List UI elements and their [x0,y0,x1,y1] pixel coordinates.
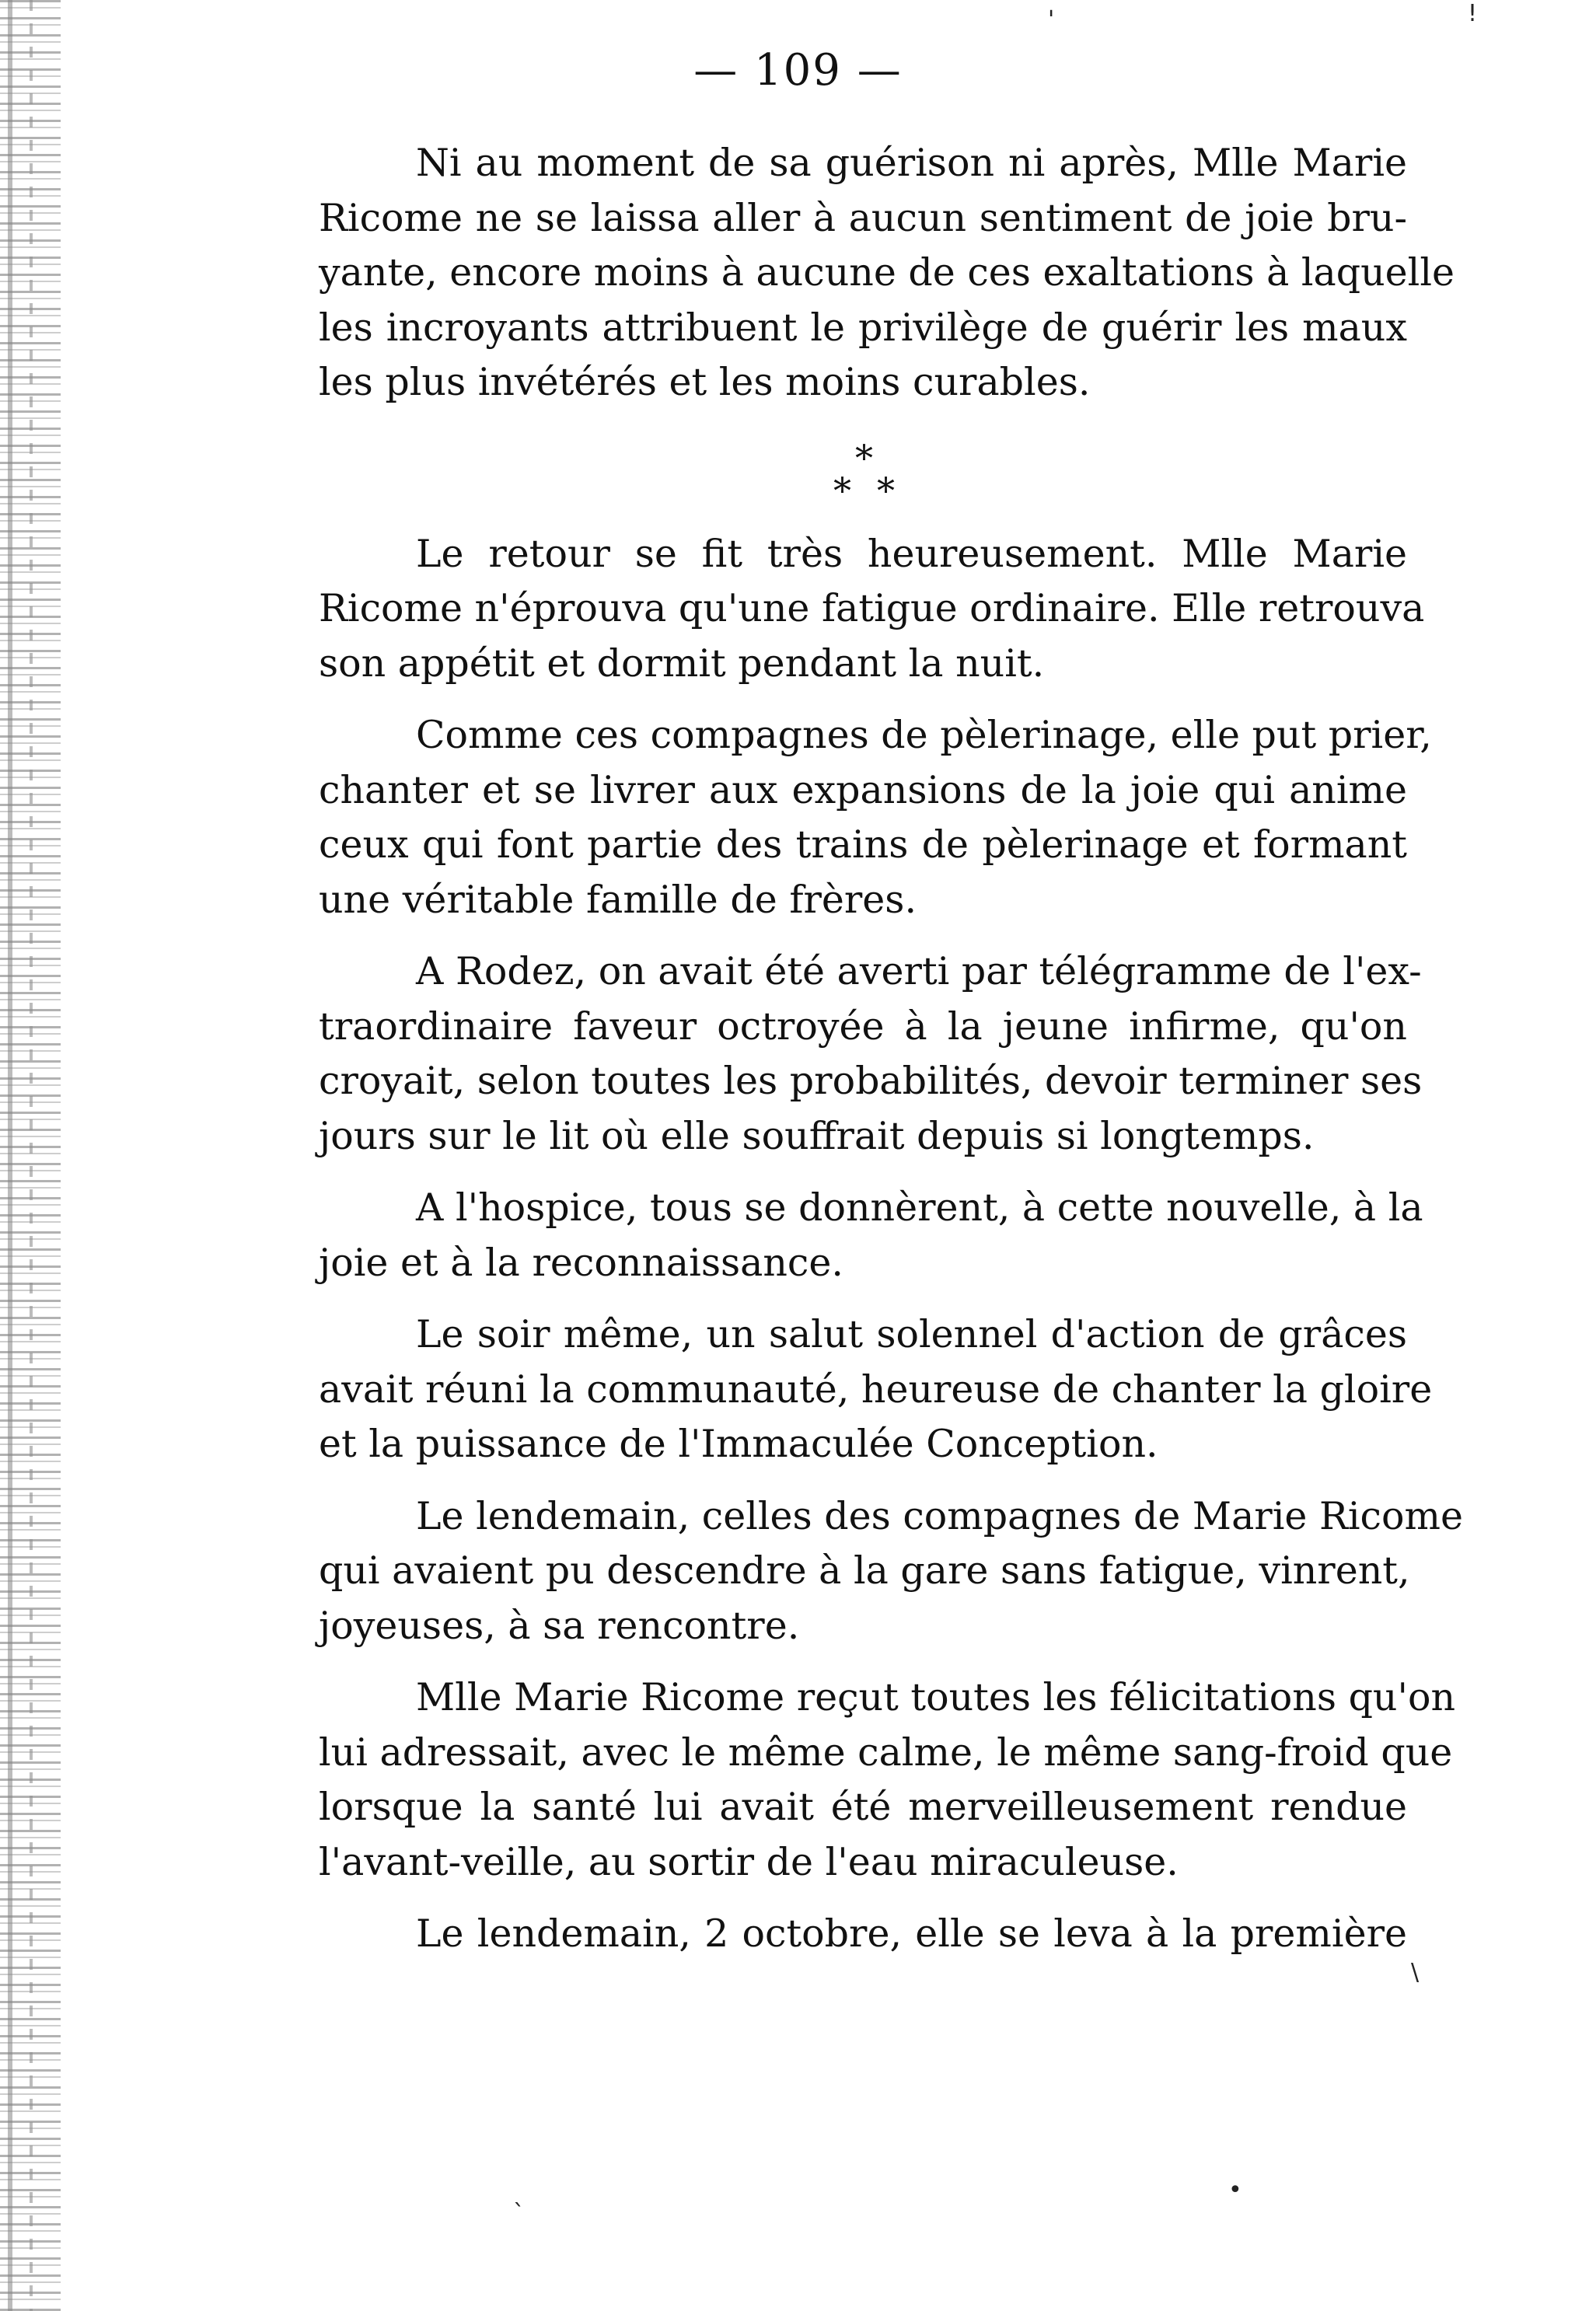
paragraph [319,1181,1423,1290]
text-line: Comme ces compagnes de pèlerinage, elle put prier, [416,713,1432,757]
text-line: et la puissance de l'Immaculée Conception. [319,1422,1158,1466]
scan-speck: \ [1411,1959,1420,1986]
text-line: lorsque la santé lui avait été merveilleusement rendue [319,1785,1407,1829]
text-line: Ricome ne se laissa aller à aucun sentiment de joie bru- [319,195,1407,240]
text-line: Le lendemain, celles des compagnes de Marie Ricome [416,1493,1463,1538]
text-line: joie et à la reconnaissance. [319,1240,843,1285]
asterism-star: * [833,469,851,511]
text-line: avait réuni la communauté, heureuse de chanter la gloire [319,1367,1433,1412]
text-line: yante, encore moins à aucune de ces exaltations à laquelle [319,250,1455,295]
text-line: Le soir même, un salut solennel d'action de grâces [416,1312,1407,1356]
asterism-star: * [877,469,895,511]
text-line: son appétit et dormit pendant la nuit. [319,641,1045,686]
binding-edge [0,0,61,2311]
scan-speck: ` [513,2200,525,2227]
paragraph [319,1907,1407,1962]
text-line: joyeuses, à sa rencontre. [319,1603,800,1648]
text-line: A l'hospice, tous se donnèrent, à cette nouvelle, à la [416,1185,1423,1230]
paragraph-gap [319,1290,1407,1307]
body-text [319,136,1463,1962]
text-line: traordinaire faveur octroyée à la jeune infirme, qu'on [319,1004,1407,1049]
paragraph-gap [319,691,1407,708]
paragraph-gap [319,1890,1407,1907]
paragraph-gap [319,1653,1407,1670]
text-line: croyait, selon toutes les probabilités, devoir terminer ses [319,1059,1423,1103]
text-line: Mlle Marie Ricome reçut toutes les félicitations qu'on [416,1675,1456,1719]
text-line: lui adressait, avec le même calme, le même sang-froid que [319,1730,1453,1775]
paragraph-gap [319,1472,1407,1489]
text-line: qui avaient pu descendre à la gare sans fatigue, vinrent, [319,1548,1410,1593]
text-line: Ricome n'éprouva qu'une fatigue ordinaire. Elle retrouva [319,586,1425,630]
asterism-star: * [855,436,873,479]
paragraph [319,708,1432,927]
text-line: une véritable famille de frères. [319,877,917,922]
text-line: l'avant-veille, au sortir de l'eau miraculeuse. [319,1839,1179,1884]
page-number: — 109 — [693,45,903,96]
scan-speck: ! [1468,0,1478,27]
paragraph [319,944,1423,1164]
paragraph [319,1670,1456,1890]
paragraph [319,1489,1463,1654]
text-line: Ni au moment de sa guérison ni après, Mlle Marie [416,141,1407,185]
paragraph [319,527,1425,692]
text-line: les incroyants attribuent le privilège de guérir les maux [319,305,1407,350]
paragraph [319,136,1455,410]
scan-speck: • [1228,2177,1242,2204]
text-line: les plus invétérés et les moins curables. [319,360,1091,404]
text-line: ceux qui font partie des trains de pèlerinage et formant [319,822,1407,867]
paragraph-gap [319,1164,1407,1181]
text-line: jours sur le lit où elle souffrait depuis si longtemps. [319,1113,1315,1158]
scan-speck: ' [1048,6,1055,33]
text-line: Le retour se fit très heureusement. Mlle Marie [416,531,1407,576]
paragraph [319,1307,1433,1472]
paragraph-gap [319,927,1407,944]
text-line: A Rodez, on avait été averti par télégramme de l'ex- [416,949,1422,993]
text-line: chanter et se livrer aux expansions de la joie qui anime [319,767,1407,812]
asterism-separator [319,410,1407,527]
text-line: Le lendemain, 2 octobre, elle se leva à la première [416,1911,1407,1956]
